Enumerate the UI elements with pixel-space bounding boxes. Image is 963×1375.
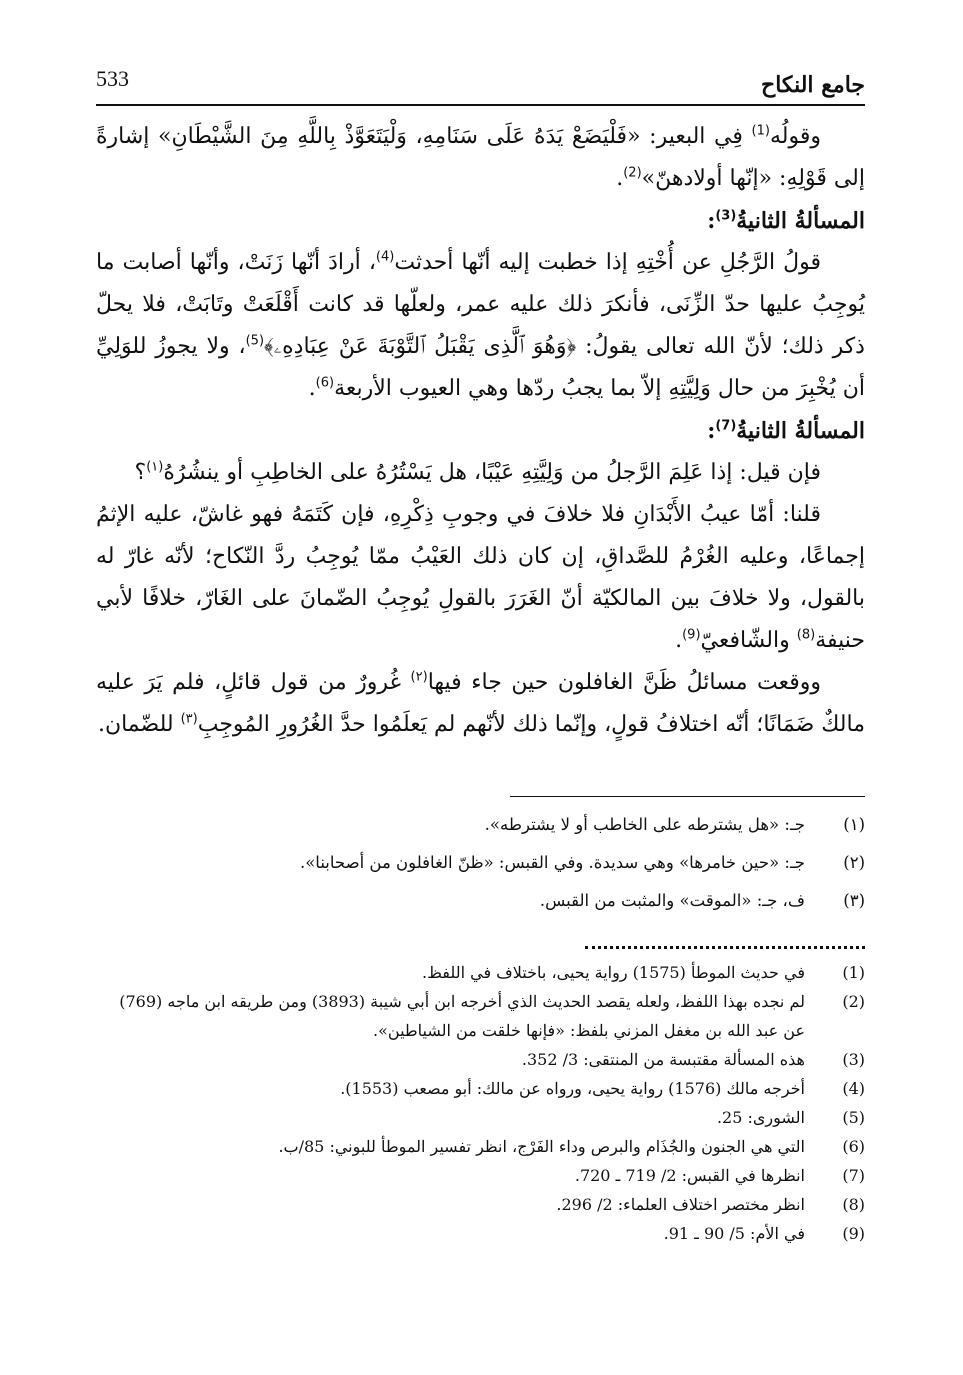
footnote-text: انظرها في القبس: 2/ 719 ـ 720. xyxy=(574,1166,805,1185)
paragraph: وقولُه$^{(1)}$ فِي البعير: «فَلْيَضَعْ يَدَهُ عَلَى سَنَامِهِ، وَلْيَتَعَوَّذْ بِاللَّهِ مِنَ الشَّيْطَانِ» إشارةً إلى قَوْلِهِ: «إنّها أولادهنّ»$^{(2)}$. xyxy=(96,123,865,191)
footnote-ref: (5) xyxy=(245,333,265,349)
footnote-item xyxy=(96,844,865,882)
footnote-ref: (2) xyxy=(623,165,642,181)
footnote-ref: (3) xyxy=(715,208,737,224)
footnote-text: الشورى: 25. xyxy=(716,1108,805,1127)
footnote-number: (3) xyxy=(842,1050,865,1069)
footnote-number: (٣) xyxy=(843,891,865,910)
section-heading: المسألةُ الثانيةُ$^{(7)}$: xyxy=(707,418,865,444)
footnote-ref: (6) xyxy=(315,375,335,391)
footnote-number: (٢) xyxy=(843,853,865,872)
main-text xyxy=(96,116,865,746)
paragraph: قلنا: أمّا عيبُ الأَبْدَانِ فلا خلافَ في وجوبِ ذِكْرِهِ، فإن كَتَمَهُ فهو غاشّ، عليه الإثمُ إجماعًا، وعليه الغُرْمُ للصَّداقِ، إن كان ذلك العَيْبُ ممّا يُوجِبُ ردَّ النّكاح؛ لأنّه غارّ له بالقول، ولا خلافَ بين المالكيّة أنّ الغَرَرَ بالقولِ يُوجِبُ الضّمانَ على الغَارّ، خلافًا لأبي حنيفة$^{(8)}$ والشّافعيّ$^{(9)}$. xyxy=(96,502,865,653)
footnote-number: (6) xyxy=(842,1137,865,1156)
footnote-ref: (8) xyxy=(796,627,816,643)
footnote-text: في الأم: 5/ 90 ـ 91. xyxy=(663,1224,805,1243)
footnote-ref: (1) xyxy=(751,123,770,139)
footnote-number: (8) xyxy=(842,1195,865,1214)
paragraph: قولُ الرَّجُلِ عن أُخْتِهِ إذا خطبت إليه أنّها أحدثت$^{(4)}$، أرادَ أنّها زَنَتْ، وأنّها أصابت ما يُوجِبُ عليها حدّ الزِّنَى، فأنكرَ ذلك عليه عمر، ولعلّها قد كانت أَقْلَعَتْ وتَابَتْ، فلا يحلّ ذكر ذلك؛ لأنّ الله تعالى يقولُ: ﴿وَهُوَ ٱلَّذِى يَقْبَلُ ٱلتَّوْبَةَ عَنْ عِبَادِهِۦ﴾$^{(5)}$، ولا يجوزُ للوَلِيِّ أن يُخْبِرَ من حال وَلِيَّتِهِ إلاّ بما يجبُ ردّها وهي العيوب الأربعة$^{(6)}$. xyxy=(96,249,865,401)
footnote-item xyxy=(96,1045,865,1074)
footnote-text: جـ: «هل يشترطه على الخاطب أو لا يشترطه». xyxy=(484,815,805,834)
footnote-ref: (4) xyxy=(375,249,395,265)
footnote-text: انظر مختصر اختلاف العلماء: 2/ 296. xyxy=(556,1195,805,1214)
footnote-number: (9) xyxy=(842,1224,865,1243)
footnote-ref: (7) xyxy=(715,418,737,434)
footnote-number: (١) xyxy=(843,815,865,834)
footnote-separator xyxy=(510,796,865,797)
footnote-item xyxy=(96,1161,865,1190)
footnote-text: التي هي الجنون والجُذَام والبرص وداء الفَرْج، انظر تفسير الموطأ للبوني: 85/ب. xyxy=(278,1137,805,1156)
dotted-separator xyxy=(585,946,865,949)
footnote-ref: (٣) xyxy=(180,711,198,727)
footnote-ref: (٢) xyxy=(410,669,428,685)
footnote-text: هذه المسألة مقتبسة من المنتقى: 3/ 352. xyxy=(521,1050,805,1069)
page-number: 533 xyxy=(96,66,129,91)
footnote-text: أخرجه مالك (1576) رواية يحيى، ورواه عن مالك: أبو مصعب (1553). xyxy=(340,1079,805,1098)
footnote-item xyxy=(96,1074,865,1103)
section-heading: المسألةُ الثانيةُ$^{(3)}$: xyxy=(707,208,865,234)
footnote-number: (5) xyxy=(842,1108,865,1127)
footnote-number: (1) xyxy=(842,963,865,982)
footnote-item xyxy=(96,987,865,1045)
footnote-text: في حديث الموطأ (1575) رواية يحيى، باختلاف في اللفظ. xyxy=(422,963,805,982)
footnote-text: ف، جـ: «الموقت» والمثبت من القبس. xyxy=(539,891,805,910)
footnote-number: (4) xyxy=(842,1079,865,1098)
footnote-item xyxy=(96,806,865,844)
footnote-number: (2) xyxy=(842,992,865,1011)
paragraph: فإن قيل: إذا عَلِمَ الرَّجلُ من وَلِيَّتِهِ عَيْبًا، هل يَسْتُرُهُ على الخاطِبِ أو ينشُرُهُ$^{(١)}$؟ xyxy=(134,459,821,485)
footnote-ref: (١) xyxy=(146,459,164,475)
header-rule xyxy=(96,104,865,106)
footnote-item xyxy=(96,1103,865,1132)
footnote-item xyxy=(96,882,865,920)
footnote-item xyxy=(96,1219,865,1248)
footnote-text: جـ: «حين خامرها» وهي سديدة. وفي القبس: «ظنّ الغافلون من أصحابنا». xyxy=(299,853,805,872)
footnote-number: (7) xyxy=(842,1166,865,1185)
page-header xyxy=(96,62,865,106)
footnote-item xyxy=(96,1190,865,1219)
paragraph: ووقعت مسائلُ ظَنَّ الغافلون حين جاء فيها$^{(٢)}$ غُرورٌ من قول قائلٍ، فلم يَرَ عليه مالكٌ ضَمَانًا؛ أنّه اختلافُ قولٍ، وإنّما ذلك لأنّهم لم يَعلَمُوا حدَّ الغُرُورِ المُوجِبِ$^{(٣)}$ للضّمان. xyxy=(96,669,865,737)
source-footnotes xyxy=(96,958,865,1248)
footnote-ref: (9) xyxy=(682,627,701,643)
variant-footnotes xyxy=(96,806,865,920)
footnote-item xyxy=(96,958,865,987)
footnote-item xyxy=(96,1132,865,1161)
footnote-text: لم نجده بهذا اللفظ، ولعله يقصد الحديث الذي أخرجه ابن أبي شيبة (3893) ومن طريقه ابن ماجه (769) عن عبد الله بن مغفل المزني بلفظ: «فإنها خلقت من الشياطين». xyxy=(119,992,805,1040)
running-title: جامع النكاح xyxy=(761,72,865,98)
